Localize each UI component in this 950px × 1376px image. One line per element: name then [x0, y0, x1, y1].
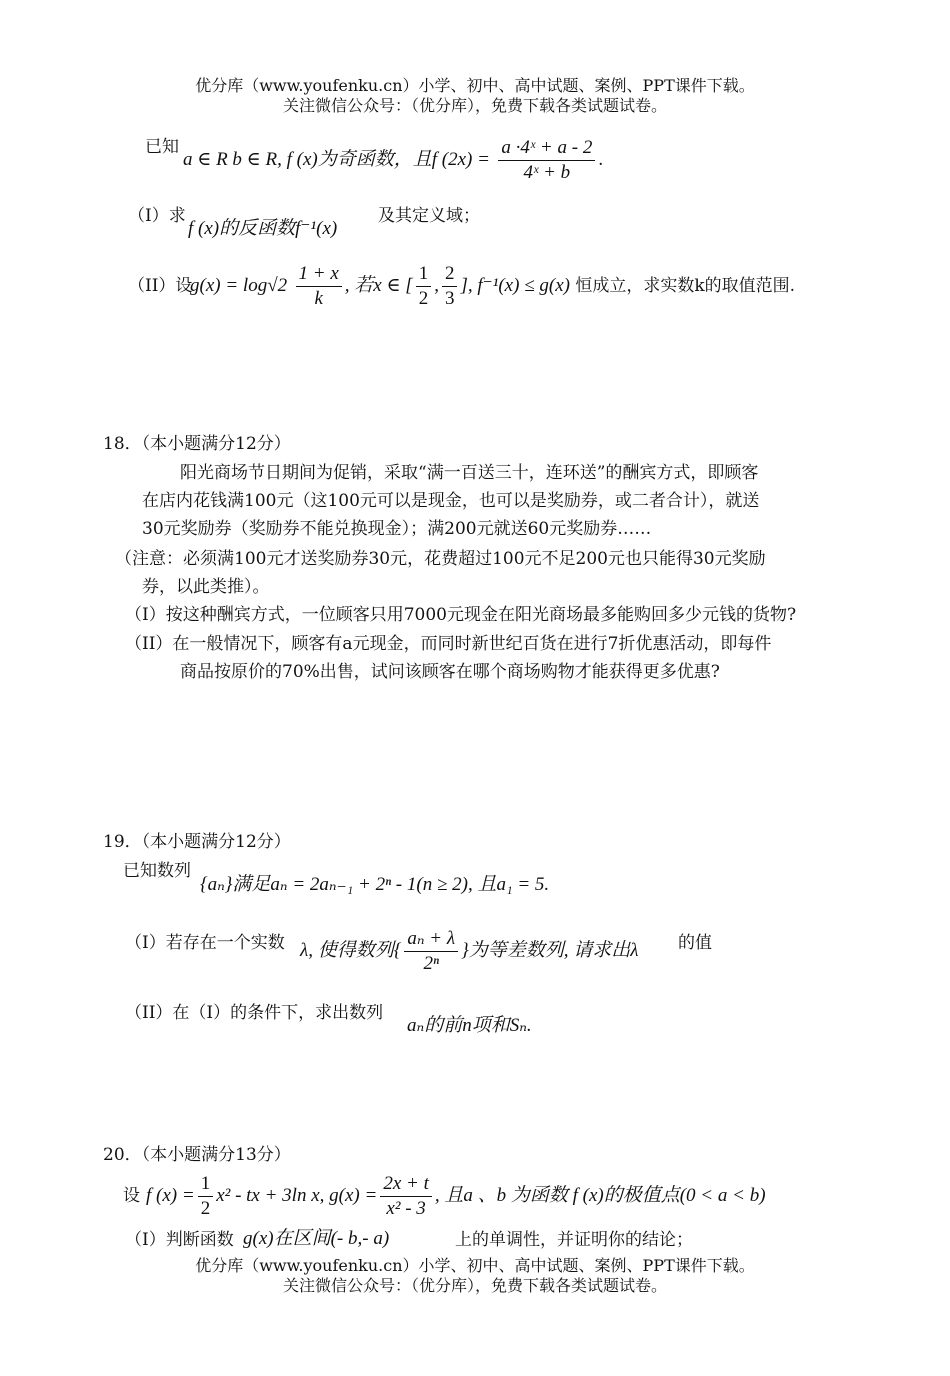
q19-title: 19．（本小题满分12分）	[103, 832, 291, 852]
q17-part2-label: （II）设	[128, 276, 193, 296]
q17-part2-twothirds	[442, 262, 458, 311]
q17-half-den: 2	[418, 288, 429, 309]
q19-part2-math	[407, 1015, 532, 1037]
header-line-1: 优分库（www.youfenku.cn）小学、初中、高中试题、案例、PPT课件下载。	[195, 76, 755, 95]
q20-g-fraction	[380, 1172, 432, 1221]
q19-part1-num: aₙ + λ	[404, 927, 458, 952]
q17-given-fraction	[498, 136, 595, 185]
q20-title: 20．（本小题满分13分）	[103, 1145, 291, 1165]
q20-part1-expr: g(x)在区间(- b,- a)	[243, 1228, 390, 1249]
q17-given-prefix: a ∈ R b ∈ R, f (x)为奇函数，且f (2x) =	[183, 149, 490, 170]
q19-given-expr: {aₙ}满足aₙ = 2aₙ₋₁ + 2ⁿ - 1(n ≥ 2), 且a₁ = 5.	[200, 874, 550, 895]
q19-given	[200, 874, 549, 896]
q17-part2-mid: , 若x ∈ [	[344, 275, 413, 296]
q17-twothirds-num: 2	[442, 262, 458, 287]
q17-given: a ∈ R b ∈ R, f (x)为奇函数，且f (2x) = $\frac{\text{a ·4ˣ + a - 2}}{\text{4ˣ + b}}$ .	[183, 137, 604, 183]
q17-part1-expr: f (x)的反函数f⁻¹(x)	[188, 218, 338, 239]
q18-line-2: 在店内花钱满100元（这100元可以是现金，也可以是奖励券，或二者合计），就送	[142, 491, 760, 511]
q18-line-4: （注意：必须满100元才送奖励券30元，花费超过100元不足200元也只能得30元奖励	[115, 549, 766, 569]
q17-part2-cond: ], f⁻¹(x) ≤ g(x)	[460, 275, 570, 296]
q17-half-num: 1	[416, 262, 432, 287]
q17-part2-g: g(x) = log√2	[190, 275, 288, 296]
q19-intro: 已知数列	[123, 861, 191, 881]
q20-half-num: 1	[198, 1172, 214, 1197]
q18-title: 18．（本小题满分12分）	[103, 434, 291, 454]
q20-intro: 设	[123, 1186, 140, 1206]
q19-part1-tail: 的值	[678, 933, 712, 953]
q17-part2-half	[416, 262, 432, 311]
q19-part1-math	[300, 927, 638, 976]
q18-line-6: （I）按这种酬宾方式，一位顾客只用7000元现金在阳光商场最多能购回多少元钱的货物?	[125, 605, 797, 625]
q17-part1-math	[188, 218, 337, 240]
footer-line-1: 优分库（www.youfenku.cn）小学、初中、高中试题、案例、PPT课件下载。	[195, 1256, 755, 1275]
q17-part1-tail: 及其定义域；	[378, 206, 480, 226]
q18-line-3: 30元奖励券（奖励券不能兑换现金）；满200元就送60元奖励券……	[142, 519, 652, 539]
header-line-2: 关注微信公众号：（优分库），免费下载各类试题试卷。	[282, 96, 667, 115]
q20-given	[146, 1172, 766, 1221]
q17-part2-num: 1 + x	[296, 262, 342, 287]
q18-line-1: 阳光商场节日期间为促销，采取“满一百送三十，连环送”的酬宾方式，即顾客	[180, 463, 759, 483]
q17-part2-math: g(x) = log√2 $\frac{1 + x}{k}$ , 若x ∈ [ $\frac{1}{2}$ , $\frac{2}{3}$ ], f⁻¹(x) ≤ g(x) 恒成立，求实数k的取值范围.	[190, 263, 796, 309]
q17-given-num: a ·4ˣ + a - 2	[498, 136, 595, 161]
q17-part1-label: （I）求	[128, 206, 186, 226]
q19-part1-den: 2ⁿ	[423, 953, 439, 974]
q17-part2-den: k	[314, 288, 323, 309]
q19-part2-label: （II）在（I）的条件下，求出数列	[125, 1003, 384, 1023]
q19-part2-expr: aₙ的前n项和Sₙ.	[407, 1015, 532, 1036]
q20-f-body: x² - tx + 3ln x, g(x) =	[216, 1185, 378, 1206]
q19-part1-expr-a: λ, 使得数列{	[300, 940, 402, 961]
q18-line-8: 商品按原价的70%出售，试问该顾客在哪个商场购物才能获得更多优惠?	[180, 662, 720, 682]
q18-line-7: （II）在一般情况下，顾客有a元现金，而同时新世纪百货在进行7折优惠活动，即每件	[125, 634, 772, 654]
q20-g-den: x² - 3	[386, 1198, 426, 1219]
q20-half-den: 2	[200, 1198, 211, 1219]
q20-half-fraction	[198, 1172, 214, 1221]
q20-g-num: 2x + t	[380, 1172, 432, 1197]
q20-part1-label: （I）判断函数	[125, 1230, 234, 1250]
q17-given-den: 4ˣ + b	[523, 162, 571, 183]
q19-part1-fraction	[404, 927, 458, 976]
q20-part1-math	[243, 1228, 389, 1250]
q17-part2-fraction	[296, 262, 342, 311]
q19-part1-label: （I）若存在一个实数	[125, 933, 285, 953]
q20-f-tail: , 且a 、b 为函数 f (x)的极值点(0 < a < b)	[434, 1185, 766, 1206]
q17-twothirds-den: 3	[444, 288, 455, 309]
footer-line-2: 关注微信公众号：（优分库），免费下载各类试题试卷。	[282, 1276, 667, 1295]
q19-part1-expr-b: }为等差数列, 请求出λ	[461, 940, 639, 961]
q17-part2-tail: 恒成立，求实数k的取值范围.	[575, 276, 796, 296]
q17-intro: 已知	[145, 137, 179, 157]
q20-part1-tail: 上的单调性，并证明你的结论；	[455, 1230, 693, 1250]
q18-line-5: 券，以此类推）。	[142, 577, 270, 597]
q20-f-prefix: f (x) =	[146, 1185, 195, 1206]
